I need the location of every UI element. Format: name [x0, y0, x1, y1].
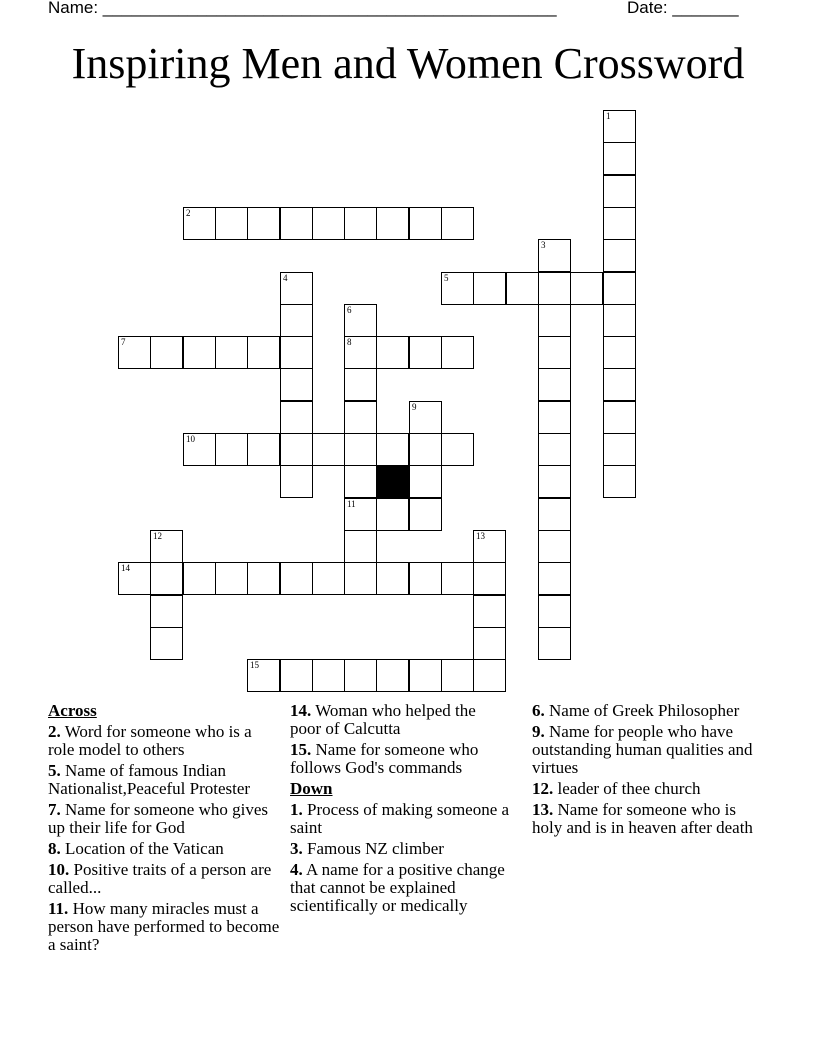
- crossword-cell[interactable]: [344, 465, 377, 498]
- crossword-cell[interactable]: [538, 562, 571, 595]
- clue-number-label: 9: [412, 402, 417, 412]
- crossword-cell[interactable]: [538, 368, 571, 401]
- crossword-cell[interactable]: [247, 433, 280, 466]
- clue-number-label: 8: [347, 337, 352, 347]
- crossword-cell[interactable]: [280, 401, 313, 434]
- crossword-cell[interactable]: [603, 368, 636, 401]
- crossword-cell[interactable]: [441, 659, 474, 692]
- clue-text: Name for someone who is holy and is in heaven after death: [532, 800, 753, 837]
- crossword-cell[interactable]: [441, 336, 474, 369]
- crossword-cell[interactable]: [280, 272, 313, 305]
- clue-text: A name for a positive change that cannot be explained scientifically or medically: [290, 860, 505, 915]
- clue-number: 6.: [532, 701, 545, 720]
- clue-number: 7.: [48, 800, 61, 819]
- crossword-cell[interactable]: [344, 530, 377, 563]
- date-field-label: Date: _______: [627, 0, 739, 17]
- crossword-cell[interactable]: [312, 207, 345, 240]
- crossword-cell[interactable]: [603, 401, 636, 434]
- clue-text: Name for people who have outstanding human qualities and virtues: [532, 722, 753, 777]
- crossword-cell[interactable]: [409, 659, 442, 692]
- clue-number-label: 10: [186, 434, 195, 444]
- crossword-cell[interactable]: [441, 272, 474, 305]
- clue-text: Positive traits of a person are called...: [48, 860, 272, 897]
- crossword-cell[interactable]: [150, 562, 183, 595]
- crossword-cell[interactable]: [538, 336, 571, 369]
- clue-number-label: 12: [153, 531, 162, 541]
- crossword-cell[interactable]: [344, 433, 377, 466]
- clue-down-1: [290, 801, 510, 837]
- clue-text: Name for someone who gives up their life for God: [48, 800, 269, 837]
- clue-number: 10.: [48, 860, 70, 879]
- clue-across-10: [48, 861, 280, 897]
- crossword-cell[interactable]: [215, 207, 248, 240]
- crossword-cell[interactable]: [344, 401, 377, 434]
- crossword-cell[interactable]: [376, 207, 409, 240]
- clue-text: How many miracles must a person have performed to become a saint?: [48, 899, 280, 954]
- clue-number: 15.: [290, 740, 312, 759]
- clue-number: 2.: [48, 722, 61, 741]
- crossword-cell[interactable]: [538, 498, 571, 531]
- clue-text: leader of thee church: [553, 779, 701, 798]
- clue-number: 4.: [290, 860, 303, 879]
- crossword-cell[interactable]: [118, 562, 151, 595]
- clue-across-7: [48, 801, 280, 837]
- clue-number-label: 4: [283, 273, 288, 283]
- crossword-cell[interactable]: [150, 627, 183, 660]
- clue-number-label: 11: [347, 499, 356, 509]
- clue-number-label: 2: [186, 208, 191, 218]
- crossword-cell[interactable]: [441, 433, 474, 466]
- crossword-cell[interactable]: [376, 336, 409, 369]
- crossword-cell[interactable]: [473, 562, 506, 595]
- crossword-cell[interactable]: [280, 562, 313, 595]
- down-heading: Down: [290, 779, 333, 798]
- black-square: [376, 465, 409, 498]
- crossword-cell[interactable]: [570, 272, 603, 305]
- clue-number-label: 1: [606, 111, 611, 121]
- crossword-cell[interactable]: [603, 207, 636, 240]
- crossword-cell[interactable]: [603, 142, 636, 175]
- crossword-cell[interactable]: [538, 530, 571, 563]
- crossword-cell[interactable]: [409, 401, 442, 434]
- crossword-cell[interactable]: [280, 304, 313, 337]
- crossword-cell[interactable]: [603, 304, 636, 337]
- crossword-cell[interactable]: [441, 207, 474, 240]
- clue-text: Location of the Vatican: [60, 839, 224, 858]
- clue-text: Name of famous Indian Nationalist,Peaceful Protester: [48, 761, 251, 798]
- crossword-cell[interactable]: [538, 272, 571, 305]
- crossword-cell[interactable]: [344, 207, 377, 240]
- clue-across-11: [48, 900, 280, 954]
- crossword-cell[interactable]: [603, 336, 636, 369]
- crossword-cell[interactable]: [312, 562, 345, 595]
- crossword-cell[interactable]: [441, 562, 474, 595]
- crossword-cell[interactable]: [603, 175, 636, 208]
- crossword-cell[interactable]: [603, 110, 636, 143]
- clue-number: 13.: [532, 800, 554, 819]
- crossword-cell[interactable]: [312, 659, 345, 692]
- crossword-cell[interactable]: [280, 433, 313, 466]
- clue-across-2: [48, 723, 280, 759]
- clue-text: Name for someone who follows God's commands: [290, 740, 479, 777]
- crossword-cell[interactable]: [344, 368, 377, 401]
- crossword-cell[interactable]: [183, 207, 216, 240]
- clue-text: Process of making someone a saint: [290, 800, 510, 837]
- crossword-cell[interactable]: [473, 272, 506, 305]
- crossword-cell[interactable]: [376, 433, 409, 466]
- crossword-cell[interactable]: [473, 595, 506, 628]
- page-title: Inspiring Men and Women Crossword: [71, 39, 745, 88]
- clue-text: Word for someone who is a role model to others: [48, 722, 252, 759]
- crossword-cell[interactable]: [183, 336, 216, 369]
- crossword-cell[interactable]: [506, 272, 539, 305]
- clue-number-label: 5: [444, 273, 449, 283]
- crossword-cell[interactable]: [473, 530, 506, 563]
- clue-across-8: [48, 840, 280, 858]
- crossword-cell[interactable]: [538, 465, 571, 498]
- crossword-cell[interactable]: [538, 627, 571, 660]
- clue-down-6: [532, 702, 756, 720]
- crossword-cell[interactable]: [538, 595, 571, 628]
- clues-column-3: [532, 702, 756, 840]
- crossword-cell[interactable]: [150, 530, 183, 563]
- crossword-cell[interactable]: [247, 562, 280, 595]
- crossword-cell[interactable]: [376, 562, 409, 595]
- crossword-cell[interactable]: [280, 465, 313, 498]
- clue-number: 11.: [48, 899, 69, 918]
- clue-across-15: [290, 741, 510, 777]
- clue-across-5: [48, 762, 280, 798]
- crossword-cell[interactable]: [280, 659, 313, 692]
- clue-number-label: 13: [476, 531, 485, 541]
- crossword-cell[interactable]: [538, 239, 571, 272]
- clues-column-1: [48, 702, 280, 957]
- crossword-cell[interactable]: [150, 595, 183, 628]
- crossword-cell[interactable]: [215, 336, 248, 369]
- crossword-cell[interactable]: [538, 304, 571, 337]
- across-heading: Across: [48, 701, 97, 720]
- clue-text: Famous NZ climber: [302, 839, 444, 858]
- crossword-cell[interactable]: [183, 433, 216, 466]
- crossword-cell[interactable]: [538, 433, 571, 466]
- clue-number-label: 7: [121, 337, 126, 347]
- clue-down-4: [290, 861, 510, 915]
- clue-down-3: [290, 840, 510, 858]
- clue-number-label: 6: [347, 305, 352, 315]
- crossword-cell[interactable]: [247, 207, 280, 240]
- crossword-cell[interactable]: [603, 433, 636, 466]
- clues-column-2: [290, 702, 510, 918]
- crossword-cell[interactable]: [215, 562, 248, 595]
- clue-number: 12.: [532, 779, 554, 798]
- clue-down-13: [532, 801, 756, 837]
- crossword-cell[interactable]: [247, 659, 280, 692]
- crossword-cell[interactable]: [473, 627, 506, 660]
- crossword-cell[interactable]: [344, 304, 377, 337]
- clue-number: 8.: [48, 839, 61, 858]
- name-field-label: Name: ________________________________________________: [48, 0, 557, 17]
- clue-number: 9.: [532, 722, 545, 741]
- crossword-cell[interactable]: [409, 465, 442, 498]
- clue-number-label: 14: [121, 563, 130, 573]
- crossword-cell[interactable]: [409, 498, 442, 531]
- crossword-cell[interactable]: [473, 659, 506, 692]
- crossword-cell[interactable]: [118, 336, 151, 369]
- clue-down-9: [532, 723, 756, 777]
- crossword-cell[interactable]: [247, 336, 280, 369]
- crossword-cell[interactable]: [409, 207, 442, 240]
- crossword-cell[interactable]: [183, 562, 216, 595]
- crossword-cell[interactable]: [376, 659, 409, 692]
- crossword-cell[interactable]: [215, 433, 248, 466]
- crossword-cell[interactable]: [150, 336, 183, 369]
- clue-number: 5.: [48, 761, 61, 780]
- crossword-cell[interactable]: [409, 336, 442, 369]
- crossword-cell[interactable]: [603, 272, 636, 305]
- crossword-cell[interactable]: [280, 368, 313, 401]
- crossword-cell[interactable]: [344, 659, 377, 692]
- crossword-cell[interactable]: [344, 562, 377, 595]
- crossword-cell[interactable]: [376, 498, 409, 531]
- crossword-cell[interactable]: [409, 562, 442, 595]
- clue-number: 3.: [290, 839, 303, 858]
- clue-number: 14.: [290, 701, 312, 720]
- crossword-cell[interactable]: [312, 433, 345, 466]
- clue-number-label: 3: [541, 240, 546, 250]
- clue-text: Woman who helped the poor of Calcutta: [290, 701, 476, 738]
- crossword-cell[interactable]: [603, 465, 636, 498]
- crossword-cell[interactable]: [344, 336, 377, 369]
- crossword-cell[interactable]: [603, 239, 636, 272]
- clue-text: Name of Greek Philosopher: [544, 701, 740, 720]
- clue-number: 1.: [290, 800, 303, 819]
- crossword-cell[interactable]: [538, 401, 571, 434]
- clue-across-14: [290, 702, 510, 738]
- clue-down-12: [532, 780, 756, 798]
- clue-number-label: 15: [250, 660, 259, 670]
- crossword-cell[interactable]: [280, 336, 313, 369]
- crossword-cell[interactable]: [344, 498, 377, 531]
- crossword-cell[interactable]: [409, 433, 442, 466]
- crossword-cell[interactable]: [280, 207, 313, 240]
